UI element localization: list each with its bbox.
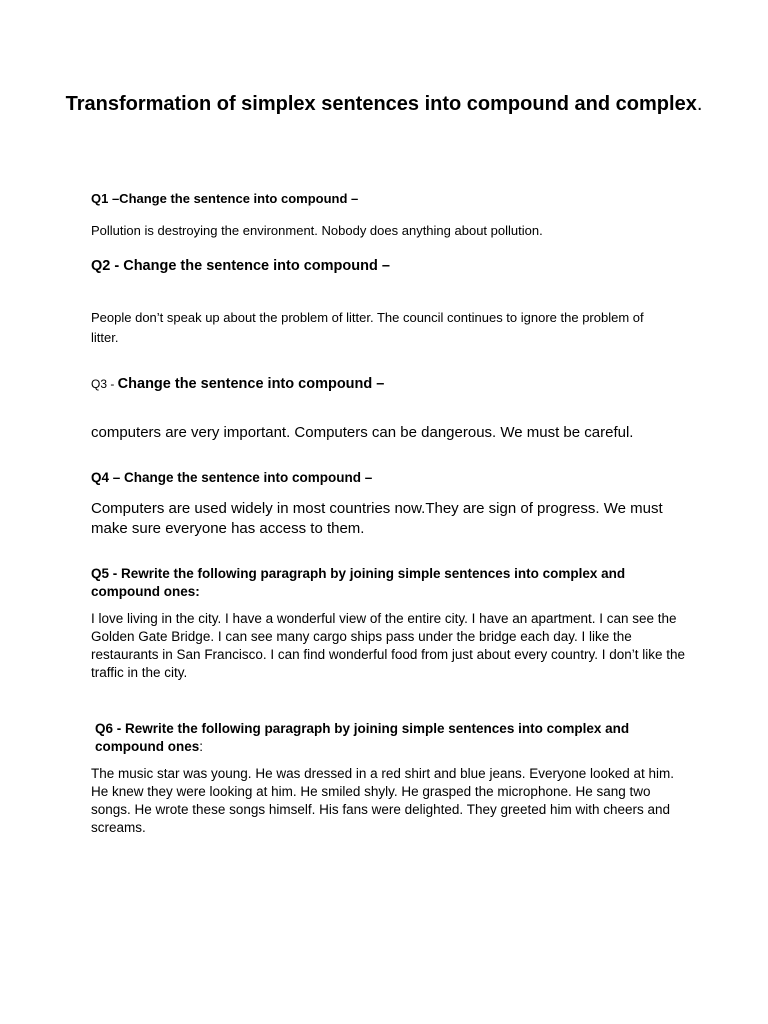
question-5-text: I love living in the city. I have a wonderful view of the entire city. I have an apartment. I can see the Golden Gate Bridge. I can see many cargo ships pass under the bridge each day. I like the restaurants in San Francisco. I can find wonderful food from just about every country. I don’t like the traffic in the city. xyxy=(91,611,686,680)
question-3-instruction: Change the sentence into compound – xyxy=(117,376,385,392)
question-2-prompt: Q2 - Change the sentence into compound – xyxy=(91,258,390,274)
title-period: . xyxy=(696,93,703,115)
question-4-text: Computers are used widely in most countries now.They are sign of progress. We must make sure everyone has access to them. xyxy=(91,500,663,537)
question-6-instruction: Q6 - Rewrite the following paragraph by joining simple sentences into complex and compound ones xyxy=(95,721,630,754)
question-3-prompt xyxy=(91,375,691,393)
question-6-prompt xyxy=(95,720,675,756)
question-3-number: Q3 - xyxy=(91,377,118,391)
question-1-prompt: Q1 –Change the sentence into compound – xyxy=(91,191,359,206)
document-title xyxy=(60,91,708,118)
question-5-prompt: Q5 - Rewrite the following paragraph by joining simple sentences into complex and compound ones: xyxy=(91,566,626,599)
question-4-prompt: Q4 – Change the sentence into compound – xyxy=(91,470,373,485)
question-1-text: Pollution is destroying the environment. Nobody does anything about pollution. xyxy=(91,223,543,238)
question-6-colon: : xyxy=(199,739,204,754)
question-2-text: People don’t speak up about the problem of litter. The council continues to ignore the problem of litter. xyxy=(91,310,644,345)
question-3-text: computers are very important. Computers can be dangerous. We must be careful. xyxy=(91,424,634,441)
question-6-text: The music star was young. He was dressed in a red shirt and blue jeans. Everyone looked at him. He knew they were looking at him. He smiled shyly. He grasped the microphone. He sang two songs. He wrote these songs himself. His fans were delighted. They greeted him with cheers and screams. xyxy=(91,766,675,835)
title-text: Transformation of simplex sentences into compound and complex xyxy=(65,93,697,115)
